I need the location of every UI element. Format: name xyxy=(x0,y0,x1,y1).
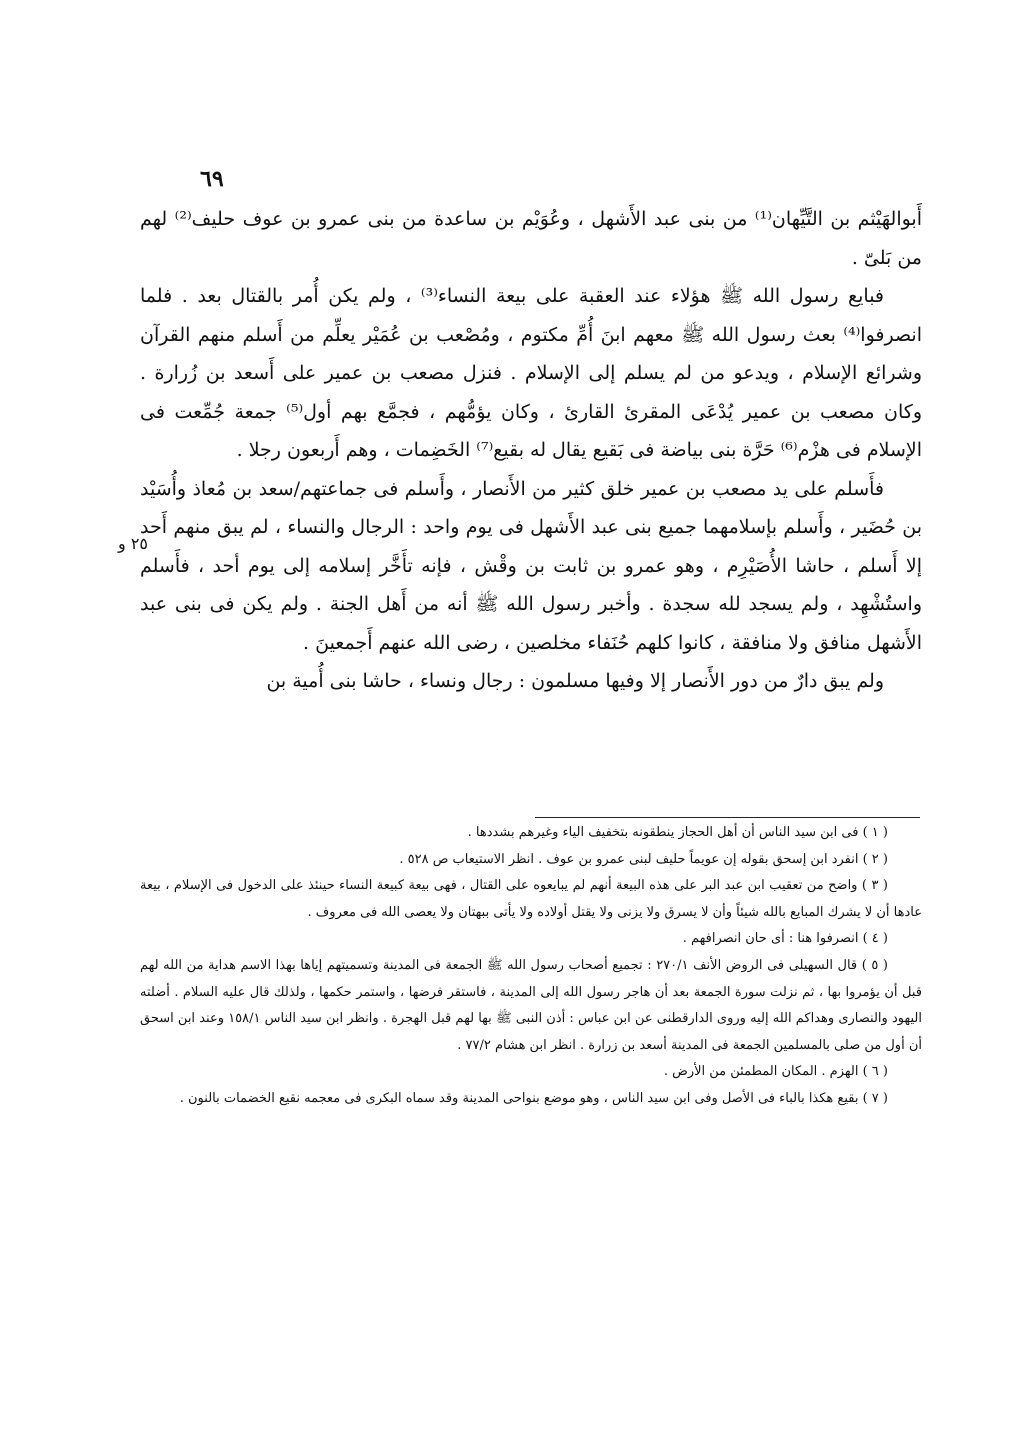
paragraph: فبايع رسول الله ﷺ هؤلاء عند العقبة على بيعة النساء⁽³⁾ ، ولم يكن أُمر بالقتال بعد . فلما انصرفوا⁽⁴⁾ بعث رسول الله ﷺ معهم ابنَ أُمِّ مكتوم ، ومُصْعب بن عُمَيْر يعلِّم من أَسلم منهم القرآن وشرائع الإسلام ، ويدعو من لم يسلم إلى الإسلام . فنزل مصعب بن عمير على أَسعد بن زُرارة . وكان مصعب بن عمير يُدْعَى المقرئ القارئ ، وكان يؤمُّهم ، فجمَّع بهم أول⁽⁵⁾ جمعة جُمِّعت فى الإسلام فى هزْم⁽⁶⁾ حَرَّة بنى بياضة فى بَقيع يقال له بقيع⁽⁷⁾ الخَضِمات ، وهم أَربعون رجلا . xyxy=(140,285,922,461)
footnotes xyxy=(140,820,922,1113)
footnote: ( ٦ ) الهزم . المكان المطمئن من الأرض . xyxy=(663,1064,888,1080)
paragraph: ولم يبق دارٌ من دور الأَنصار إلا وفيها مسلمون : رجال ونساء ، حاشا بنى أُمية بن xyxy=(266,670,884,692)
footnote: ( ٣ ) واضح من تعقيب ابن عبد البر على هذه البيعة أنهم لم يبايعوه على القتال ، فهى بيعة كبيعة النساء حينئذ على الدخول فى الإسلام ، بيعة عادها أن لا يشرك المبايع بالله شيئاً وأن لا يسرق ولا يزنى ولا يقتل أولاده ولا يأتى ببهتان ولا يعصى الله فى معروف . xyxy=(140,878,922,920)
paragraph: فأَسلم على يد مصعب بن عمير خلق كثير من الأَنصار ، وأَسلم فى جماعتهم/سعد بن مُعاذ وأُسَيْد بن حُضَير ، وأَسلم بإسلامهما جميع بنى عبد الأَشهل فى يوم واحد : الرجال والنساء ، لم يبق منهم أَحد إلا أَسلم ، حاشا الأُصَيْرِم ، وهو عمرو بن ثابت بن وقْش ، فإنه تأَخَّر إسلامه إلى يوم أحد ، فأَسلم واستُشْهِد ، ولم يسجد لله سجدة . وأخبر رسول الله ﷺ أنه من أَهل الجنة . ولم يكن فى بنى عبد الأَشهل منافق ولا منافقة ، كانوا كلهم حُنَفاء مخلصين ، رضى الله عنهم أَجمعينَ . xyxy=(140,477,922,654)
main-text xyxy=(140,200,922,701)
paragraph: أَبوالهَيْثم بن التَّيِّهان⁽¹⁾ من بنى عبد الأَشهل ، وعُوَيْم بن ساعدة من بنى عمرو بن عوف حليف⁽²⁾ لهم من بَلىّ . xyxy=(140,208,922,269)
page-number: ٦٩ xyxy=(200,166,224,192)
footnote: ( ٧ ) بقيع هكذا بالباء فى الأصل وفى ابن سيد الناس ، وهو موضع بنواحى المدينة وقد سماه البكرى فى معجمه نقيع الخضمات بالنون . xyxy=(179,1090,888,1106)
footnote: ( ١ ) فى ابن سيد الناس أن أهل الحجاز ينطقونه بتخفيف الياء وغيرهم بشددها . xyxy=(467,825,888,840)
margin-note: ٢٥ و xyxy=(118,534,148,553)
footnote: ( ٤ ) انصرفوا هنا : أى حان انصرافهم . xyxy=(682,931,888,947)
footnote-divider xyxy=(535,817,920,818)
footnote: ( ٥ ) قال السهيلى فى الروض الأنف ٢٧٠/١ : تجميع أصحاب رسول الله ﷺ الجمعة فى المدينة وتسميتهم إياها بهذا الاسم هداية من الله لهم قبل أن يؤمروا بها ، ثم نزلت سورة الجمعة بعد أن هاجر رسول الله إلى المدينة ، فاستقر فرضها ، واستمر حكمها ، ولذلك قال عليه السلام . أضلته اليهود والنصارى وهداكم الله إليه وروى الدارقطنى عن ابن عباس : أذن النبى ﷺ بها لهم قبل الهجرة . وانظر ابن سيد الناس ١٥٨/١ وعند ابن اسحق أن أول من صلى بالمسلمين الجمعة فى المدينة أسعد بن زرارة . انظر ابن هشام ٧٧/٢ . xyxy=(140,957,922,1053)
footnote: ( ٢ ) انفرد ابن إسحق بقوله إن عويماً حليف لبنى عمرو بن عوف . انظر الاستيعاب ص ٥٢٨ . xyxy=(399,851,888,867)
